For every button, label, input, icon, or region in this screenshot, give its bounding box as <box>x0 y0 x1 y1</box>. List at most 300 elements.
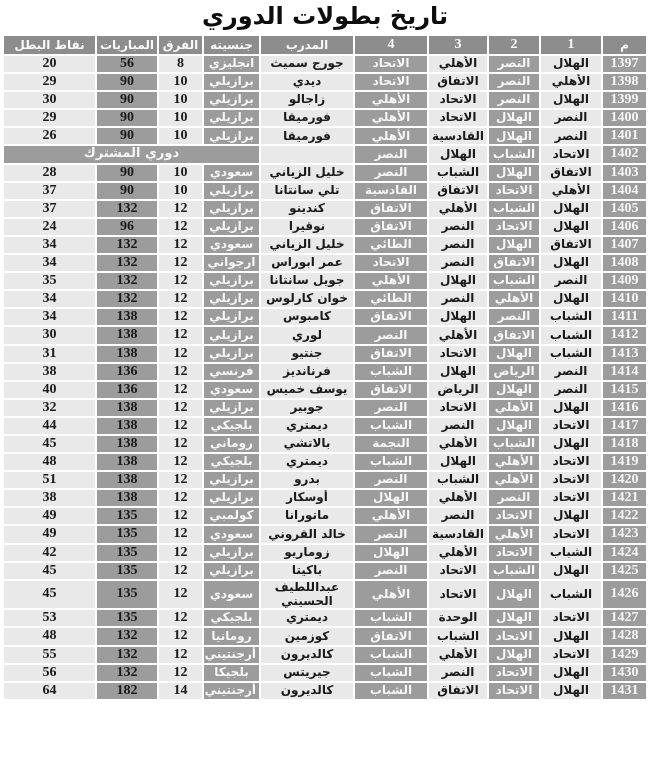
cell-nationality: برازيلي <box>204 490 259 506</box>
cell-coach: لوري <box>261 327 353 343</box>
cell-place-4: الشباب <box>355 610 427 626</box>
cell-place-4: الشباب <box>355 364 427 380</box>
cell-place-1: الهلال <box>541 628 601 644</box>
cell-matches-count: 132 <box>97 628 157 644</box>
cell-place-4: الاتفاق <box>355 628 427 644</box>
cell-place-1: الاتحاد <box>541 490 601 506</box>
cell-place-2: النصر <box>489 74 539 90</box>
cell-place-4: الأهلي <box>355 92 427 108</box>
cell-year: 1428 <box>603 628 646 644</box>
cell-nationality: برازيلي <box>204 74 259 90</box>
cell-place-1: النصر <box>541 110 601 126</box>
cell-teams-count: 14 <box>159 683 202 699</box>
cell-place-1: الهلال <box>541 683 601 699</box>
cell-teams-count: 12 <box>159 237 202 253</box>
table-row <box>4 545 646 561</box>
cell-matches-count: 132 <box>97 273 157 289</box>
cell-place-2: الهلال <box>489 418 539 434</box>
cell-place-1: الشباب <box>541 309 601 325</box>
cell-place-2: الشباب <box>489 563 539 579</box>
cell-place-4: الأهلي <box>355 508 427 524</box>
cell-place-3: الأهلي <box>429 327 487 343</box>
cell-nationality: برازيلي <box>204 291 259 307</box>
cell-nationality: برازيلي <box>204 201 259 217</box>
cell-coach: أوسكار <box>261 490 353 506</box>
cell-matches-count: 90 <box>97 92 157 108</box>
column-header: م <box>603 36 646 54</box>
cell-place-1: الاتحاد <box>541 647 601 663</box>
cell-champion-points: 38 <box>4 490 95 506</box>
cell-coach: كندينو <box>261 201 353 217</box>
table-row <box>4 74 646 90</box>
cell-place-3: النصر <box>429 665 487 681</box>
cell-champion-points: 55 <box>4 647 95 663</box>
cell-place-2: الهلال <box>489 346 539 362</box>
cell-teams-count: 12 <box>159 219 202 235</box>
cell-place-2: الرياض <box>489 364 539 380</box>
cell-place-1: الهلال <box>541 56 601 72</box>
cell-matches-count: 138 <box>97 309 157 325</box>
table-row <box>4 146 646 162</box>
cell-matches-count: 132 <box>97 291 157 307</box>
cell-nationality: كولمبي <box>204 508 259 524</box>
cell-teams-count: 12 <box>159 610 202 626</box>
cell-matches-count: 135 <box>97 545 157 561</box>
cell-champion-points: 24 <box>4 219 95 235</box>
table-row <box>4 56 646 72</box>
cell-year: 1423 <box>603 526 646 542</box>
cell-place-4: الشباب <box>355 418 427 434</box>
cell-champion-points: 64 <box>4 683 95 699</box>
cell-place-3: الوحدة <box>429 610 487 626</box>
cell-place-3: الاتحاد <box>429 563 487 579</box>
cell-place-3: الشباب <box>429 628 487 644</box>
cell-nationality: برازيلي <box>204 327 259 343</box>
cell-champion-points: 35 <box>4 273 95 289</box>
cell-place-2: الاتفاق <box>489 255 539 271</box>
cell-place-4: القادسية <box>355 183 427 199</box>
cell-place-4: الأهلي <box>355 110 427 126</box>
cell-champion-points: 29 <box>4 110 95 126</box>
column-header: 2 <box>489 36 539 54</box>
cell-year: 1398 <box>603 74 646 90</box>
cell-year: 1403 <box>603 165 646 181</box>
cell-place-4: النصر <box>355 400 427 416</box>
cell-matches-count: 182 <box>97 683 157 699</box>
cell-champion-points: 48 <box>4 454 95 470</box>
table-row <box>4 665 646 681</box>
cell-year: 1427 <box>603 610 646 626</box>
cell-place-3: القادسية <box>429 128 487 144</box>
cell-place-4: الاتفاق <box>355 309 427 325</box>
cell-place-3: الاتفاق <box>429 683 487 699</box>
cell-place-3: الاتحاد <box>429 110 487 126</box>
cell-place-2: الأهلي <box>489 454 539 470</box>
cell-teams-count: 12 <box>159 291 202 307</box>
cell-teams-count: 12 <box>159 346 202 362</box>
table-row <box>4 647 646 663</box>
cell-year: 1408 <box>603 255 646 271</box>
cell-year: 1399 <box>603 92 646 108</box>
column-header: الفرق <box>159 36 202 54</box>
cell-nationality: برازيلي <box>204 563 259 579</box>
table-row <box>4 273 646 289</box>
cell-place-4: الشباب <box>355 665 427 681</box>
table-row <box>4 165 646 181</box>
cell-place-3: القادسية <box>429 526 487 542</box>
table-row <box>4 526 646 542</box>
cell-nationality: برازيلي <box>204 183 259 199</box>
cell-place-1: الشباب <box>541 545 601 561</box>
cell-place-2: الشباب <box>489 273 539 289</box>
cell-teams-count: 12 <box>159 309 202 325</box>
cell-coach: كالديرون <box>261 683 353 699</box>
cell-nationality: برازيلي <box>204 128 259 144</box>
column-header: نقاط البطل <box>4 36 95 54</box>
cell-matches-count: 90 <box>97 74 157 90</box>
cell-place-4: الأهلي <box>355 273 427 289</box>
cell-place-1: الشباب <box>541 327 601 343</box>
table-row <box>4 110 646 126</box>
cell-year: 1406 <box>603 219 646 235</box>
cell-nationality: رومانيا <box>204 628 259 644</box>
cell-place-2: الهلال <box>489 165 539 181</box>
cell-place-4: الهلال <box>355 490 427 506</box>
cell-teams-count: 12 <box>159 454 202 470</box>
cell-coach: يوسف خميس <box>261 382 353 398</box>
cell-place-3: الاتحاد <box>429 346 487 362</box>
cell-nationality: برازيلي <box>204 273 259 289</box>
cell-coach: كامبوس <box>261 309 353 325</box>
cell-champion-points: 34 <box>4 309 95 325</box>
cell-place-4: النصر <box>355 165 427 181</box>
table-row <box>4 309 646 325</box>
cell-matches-count: 132 <box>97 255 157 271</box>
cell-teams-count: 12 <box>159 665 202 681</box>
cell-place-3: النصر <box>429 508 487 524</box>
cell-champion-points: 49 <box>4 508 95 524</box>
cell-coach: زاجالو <box>261 92 353 108</box>
cell-place-1: الاتحاد <box>541 472 601 488</box>
cell-place-4: الاتحاد <box>355 255 427 271</box>
cell-place-1: الهلال <box>541 255 601 271</box>
cell-place-2: الهلال <box>489 382 539 398</box>
cell-matches-count: 135 <box>97 526 157 542</box>
cell-coach: جوبير <box>261 400 353 416</box>
cell-champion-points: 37 <box>4 201 95 217</box>
cell-place-3: الأهلي <box>429 436 487 452</box>
column-header: جنسيته <box>204 36 259 54</box>
cell-champion-points: 53 <box>4 610 95 626</box>
cell-place-3: الرياض <box>429 382 487 398</box>
cell-year: 1420 <box>603 472 646 488</box>
cell-matches-count: 135 <box>97 563 157 579</box>
cell-place-4: الاتحاد <box>355 74 427 90</box>
cell-champion-points: 20 <box>4 56 95 72</box>
cell-place-4: النصر <box>355 563 427 579</box>
cell-matches-count: 135 <box>97 581 157 609</box>
cell-champion-points: 26 <box>4 128 95 144</box>
cell-year: 1401 <box>603 128 646 144</box>
cell-year: 1417 <box>603 418 646 434</box>
cell-matches-count: 136 <box>97 364 157 380</box>
cell-teams-count: 12 <box>159 490 202 506</box>
page-title: تاريخ بطولات الدوري <box>201 2 449 30</box>
cell-place-4: الهلال <box>355 545 427 561</box>
table-row <box>4 454 646 470</box>
cell-place-1: الهلال <box>541 92 601 108</box>
cell-place-3: الاتحاد <box>429 92 487 108</box>
table-row <box>4 255 646 271</box>
cell-champion-points: 51 <box>4 472 95 488</box>
cell-champion-points: 28 <box>4 165 95 181</box>
table-row <box>4 382 646 398</box>
cell-place-2: الاتحاد <box>489 628 539 644</box>
table-row <box>4 628 646 644</box>
cell-teams-count: 12 <box>159 255 202 271</box>
cell-champion-points: 40 <box>4 382 95 398</box>
cell-place-3: الأهلي <box>429 201 487 217</box>
cell-place-1: النصر <box>541 128 601 144</box>
cell-coach: جورج سميث <box>261 56 353 72</box>
cell-place-3: النصر <box>429 255 487 271</box>
cell-matches-count: 138 <box>97 472 157 488</box>
cell-place-1: الأهلي <box>541 183 601 199</box>
cell-year: 1404 <box>603 183 646 199</box>
cell-coach: عبداللطيف الحسيني <box>261 581 353 609</box>
cell-coach: خالد القروني <box>261 526 353 542</box>
cell-coach: ماتورانا <box>261 508 353 524</box>
cell-teams-count: 10 <box>159 128 202 144</box>
cell-place-3: الأهلي <box>429 545 487 561</box>
cell-teams-count: 12 <box>159 581 202 609</box>
cell-champion-points: 44 <box>4 418 95 434</box>
cell-matches-count: 90 <box>97 183 157 199</box>
cell-year: 1411 <box>603 309 646 325</box>
cell-teams-count: 12 <box>159 472 202 488</box>
cell-place-3: النصر <box>429 237 487 253</box>
cell-champion-points: 34 <box>4 291 95 307</box>
cell-place-3: الشباب <box>429 165 487 181</box>
table-row <box>4 581 646 609</box>
cell-teams-count: 10 <box>159 74 202 90</box>
table-row <box>4 418 646 434</box>
cell-place-2: الاتحاد <box>489 183 539 199</box>
cell-matches-count: 138 <box>97 418 157 434</box>
cell-matches-count: 138 <box>97 454 157 470</box>
cell-coach <box>261 146 353 162</box>
cell-teams-count: 12 <box>159 382 202 398</box>
cell-place-3: الشباب <box>429 472 487 488</box>
cell-matches-count: 138 <box>97 400 157 416</box>
cell-teams-count: 10 <box>159 183 202 199</box>
cell-nationality: أرجنتيني <box>204 647 259 663</box>
cell-nationality: سعودي <box>204 526 259 542</box>
cell-place-4: النصر <box>355 526 427 542</box>
cell-champion-points: 30 <box>4 327 95 343</box>
cell-coach: جويل سانتانا <box>261 273 353 289</box>
table-row <box>4 563 646 579</box>
cell-place-4: الشباب <box>355 683 427 699</box>
cell-coach: نوقيرا <box>261 219 353 235</box>
cell-place-3: الأهلي <box>429 56 487 72</box>
cell-year: 1418 <box>603 436 646 452</box>
cell-joint-league-label: دوري المشترك <box>4 146 259 162</box>
cell-year: 1412 <box>603 327 646 343</box>
cell-place-2: الاتحاد <box>489 219 539 235</box>
cell-champion-points: 29 <box>4 74 95 90</box>
table-row <box>4 327 646 343</box>
cell-place-4: الطائي <box>355 291 427 307</box>
cell-place-2: الأهلي <box>489 291 539 307</box>
cell-nationality: برازيلي <box>204 92 259 108</box>
cell-year: 1402 <box>603 146 646 162</box>
cell-place-2: الاتحاد <box>489 545 539 561</box>
cell-coach: فورميقا <box>261 128 353 144</box>
cell-teams-count: 12 <box>159 508 202 524</box>
cell-place-3: النصر <box>429 219 487 235</box>
cell-place-3: الاتفاق <box>429 74 487 90</box>
cell-coach: تلي سانتانا <box>261 183 353 199</box>
cell-year: 1413 <box>603 346 646 362</box>
cell-place-3: الأهلي <box>429 647 487 663</box>
table-row <box>4 400 646 416</box>
cell-place-3: الأهلي <box>429 490 487 506</box>
cell-champion-points: 30 <box>4 92 95 108</box>
cell-matches-count: 138 <box>97 327 157 343</box>
table-row <box>4 183 646 199</box>
table-row <box>4 92 646 108</box>
cell-place-2: الاتحاد <box>489 683 539 699</box>
cell-matches-count: 90 <box>97 110 157 126</box>
cell-year: 1424 <box>603 545 646 561</box>
cell-place-2: النصر <box>489 309 539 325</box>
cell-champion-points: 49 <box>4 526 95 542</box>
cell-place-2: الهلال <box>489 237 539 253</box>
cell-champion-points: 45 <box>4 436 95 452</box>
cell-nationality: بلجيكي <box>204 418 259 434</box>
cell-champion-points: 34 <box>4 255 95 271</box>
cell-place-4: الاتفاق <box>355 219 427 235</box>
cell-place-1: الهلال <box>541 563 601 579</box>
table-row <box>4 201 646 217</box>
cell-place-1: الهلال <box>541 665 601 681</box>
cell-nationality: أرجنتيني <box>204 683 259 699</box>
cell-coach: كالديرون <box>261 647 353 663</box>
cell-teams-count: 10 <box>159 110 202 126</box>
table-row <box>4 128 646 144</box>
cell-nationality: روماني <box>204 436 259 452</box>
cell-champion-points: 42 <box>4 545 95 561</box>
cell-coach: زوماريو <box>261 545 353 561</box>
cell-champion-points: 34 <box>4 237 95 253</box>
cell-place-2: الشباب <box>489 436 539 452</box>
cell-matches-count: 135 <box>97 508 157 524</box>
cell-year: 1422 <box>603 508 646 524</box>
cell-place-2: الشباب <box>489 201 539 217</box>
cell-place-1: الهلال <box>541 201 601 217</box>
cell-place-2: الهلال <box>489 610 539 626</box>
table-row <box>4 346 646 362</box>
cell-nationality: برازيلي <box>204 545 259 561</box>
cell-nationality: سعودي <box>204 581 259 609</box>
cell-champion-points: 31 <box>4 346 95 362</box>
cell-year: 1407 <box>603 237 646 253</box>
cell-coach: ديمتري <box>261 418 353 434</box>
cell-coach: فورميقا <box>261 110 353 126</box>
cell-coach: جيريتس <box>261 665 353 681</box>
column-header: 1 <box>541 36 601 54</box>
cell-teams-count: 12 <box>159 647 202 663</box>
cell-place-1: الشباب <box>541 581 601 609</box>
cell-coach: باكيتا <box>261 563 353 579</box>
cell-place-2: الأهلي <box>489 472 539 488</box>
cell-place-1: الهلال <box>541 436 601 452</box>
league-history-table <box>2 34 648 701</box>
cell-place-2: الاتحاد <box>489 665 539 681</box>
cell-matches-count: 56 <box>97 56 157 72</box>
cell-matches-count: 132 <box>97 665 157 681</box>
cell-nationality: سعودي <box>204 165 259 181</box>
cell-year: 1429 <box>603 647 646 663</box>
cell-coach: ديدي <box>261 74 353 90</box>
cell-matches-count: 132 <box>97 647 157 663</box>
cell-place-3: الهلال <box>429 273 487 289</box>
cell-teams-count: 12 <box>159 628 202 644</box>
cell-place-4: النصر <box>355 146 427 162</box>
cell-teams-count: 8 <box>159 56 202 72</box>
cell-teams-count: 12 <box>159 201 202 217</box>
cell-nationality: انجليزي <box>204 56 259 72</box>
cell-place-2: الهلال <box>489 647 539 663</box>
column-header: المدرب <box>261 36 353 54</box>
cell-place-4: النجمة <box>355 436 427 452</box>
table-row <box>4 237 646 253</box>
cell-year: 1414 <box>603 364 646 380</box>
table-header-row <box>4 36 646 54</box>
cell-teams-count: 12 <box>159 418 202 434</box>
cell-nationality: سعودي <box>204 382 259 398</box>
cell-matches-count: 96 <box>97 219 157 235</box>
cell-nationality: ارجواني <box>204 255 259 271</box>
cell-teams-count: 10 <box>159 92 202 108</box>
cell-teams-count: 12 <box>159 273 202 289</box>
cell-coach: بالاتشي <box>261 436 353 452</box>
cell-coach: خليل الزياني <box>261 165 353 181</box>
cell-coach: ديمتري <box>261 454 353 470</box>
cell-place-1: الهلال <box>541 291 601 307</box>
cell-year: 1410 <box>603 291 646 307</box>
column-header: 3 <box>429 36 487 54</box>
cell-year: 1400 <box>603 110 646 126</box>
cell-coach: كوزمين <box>261 628 353 644</box>
cell-year: 1397 <box>603 56 646 72</box>
cell-year: 1426 <box>603 581 646 609</box>
cell-place-4: الأهلي <box>355 128 427 144</box>
cell-place-4: الاتفاق <box>355 382 427 398</box>
cell-nationality: برازيلي <box>204 110 259 126</box>
column-header: 4 <box>355 36 427 54</box>
cell-year: 1425 <box>603 563 646 579</box>
cell-place-3: الاتفاق <box>429 183 487 199</box>
cell-champion-points: 37 <box>4 183 95 199</box>
cell-matches-count: 135 <box>97 610 157 626</box>
cell-place-1: الاتفاق <box>541 237 601 253</box>
cell-champion-points: 48 <box>4 628 95 644</box>
cell-place-4: الشباب <box>355 647 427 663</box>
cell-nationality: فرنسي <box>204 364 259 380</box>
cell-place-4: الأهلي <box>355 581 427 609</box>
